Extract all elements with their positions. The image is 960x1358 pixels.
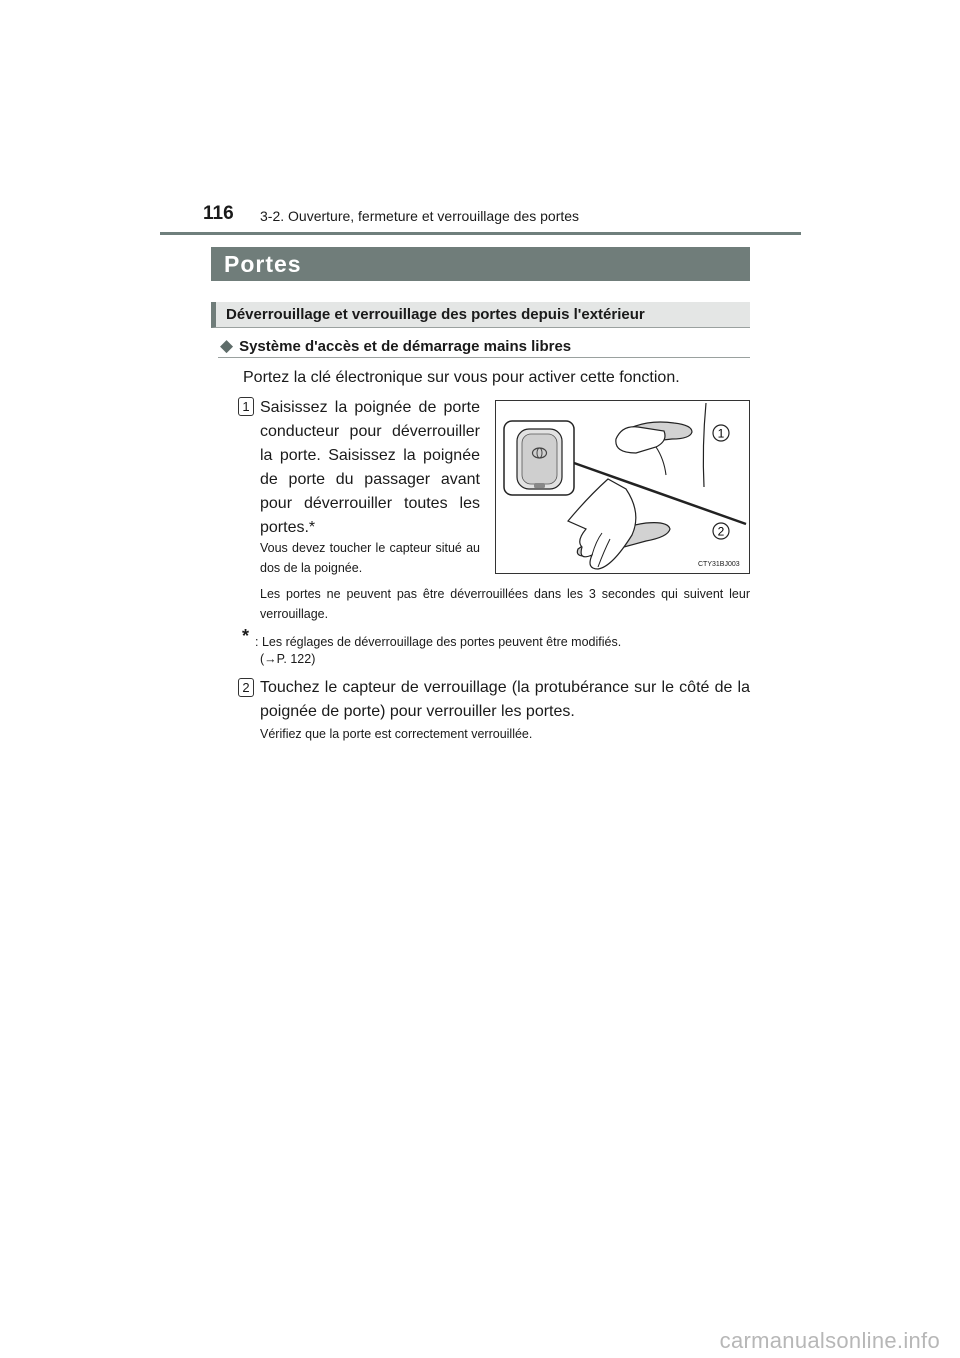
footnote-mark: *	[242, 626, 250, 646]
smart-key-face	[522, 434, 557, 484]
subheading: Déverrouillage et verrouillage des portes depuis l'extérieur	[226, 306, 645, 323]
page-title-bar	[211, 247, 750, 281]
feature-divider	[218, 357, 750, 358]
header-divider	[160, 232, 801, 235]
door-seam	[703, 403, 706, 487]
page-title: Portes	[224, 251, 302, 277]
step-1-badge: 1	[238, 397, 254, 416]
watermark: carmanualsonline.info	[719, 1328, 940, 1353]
page-number: 116	[203, 203, 234, 224]
feature-heading	[220, 336, 571, 356]
callout-1: 1	[717, 426, 725, 441]
key-button	[534, 483, 545, 488]
step-1-note: Vous devez toucher le capteur situé au dos de la poignée.	[260, 541, 480, 575]
feature-intro: Portez la clé électronique sur vous pour activer cette fonction.	[243, 369, 680, 386]
callout-2: 2	[717, 524, 725, 539]
diamond-bullet-icon: ◆	[220, 336, 234, 355]
feature-heading-text: Système d'accès et de démarrage mains libres	[239, 338, 572, 355]
step-1-warning: Les portes ne peuvent pas être déverrouillées dans les 3 secondes qui suivent leur verrouillage.	[260, 587, 750, 621]
door-handle-illustration	[495, 400, 750, 574]
footnote-page-link[interactable]: (→P. 122)	[260, 652, 316, 666]
lower-hand	[568, 479, 636, 569]
step-1-text: Saisissez la poignée de porte conducteur pour déverrouiller la porte. Saisissez la poignée de porte du passager avant pour déverrouiller toutes les portes.*	[260, 399, 480, 536]
section-title: 3-2. Ouverture, fermeture et verrouillage des portes	[260, 208, 580, 224]
upper-wrist	[656, 447, 666, 475]
step-2-badge: 2	[238, 678, 254, 697]
subheading-bar	[211, 302, 750, 328]
figure-code: CTY31BJ003	[698, 561, 740, 568]
step-2-note: Vérifiez que la porte est correctement verrouillée.	[260, 727, 533, 741]
step-2-text: Touchez le capteur de verrouillage (la protubérance sur le côté de la poignée de porte) pour verrouiller les portes.	[260, 679, 750, 720]
illustration-drawing	[496, 401, 751, 575]
footnote-text: : Les réglages de déverrouillage des portes peuvent être modifiés.	[255, 635, 622, 649]
